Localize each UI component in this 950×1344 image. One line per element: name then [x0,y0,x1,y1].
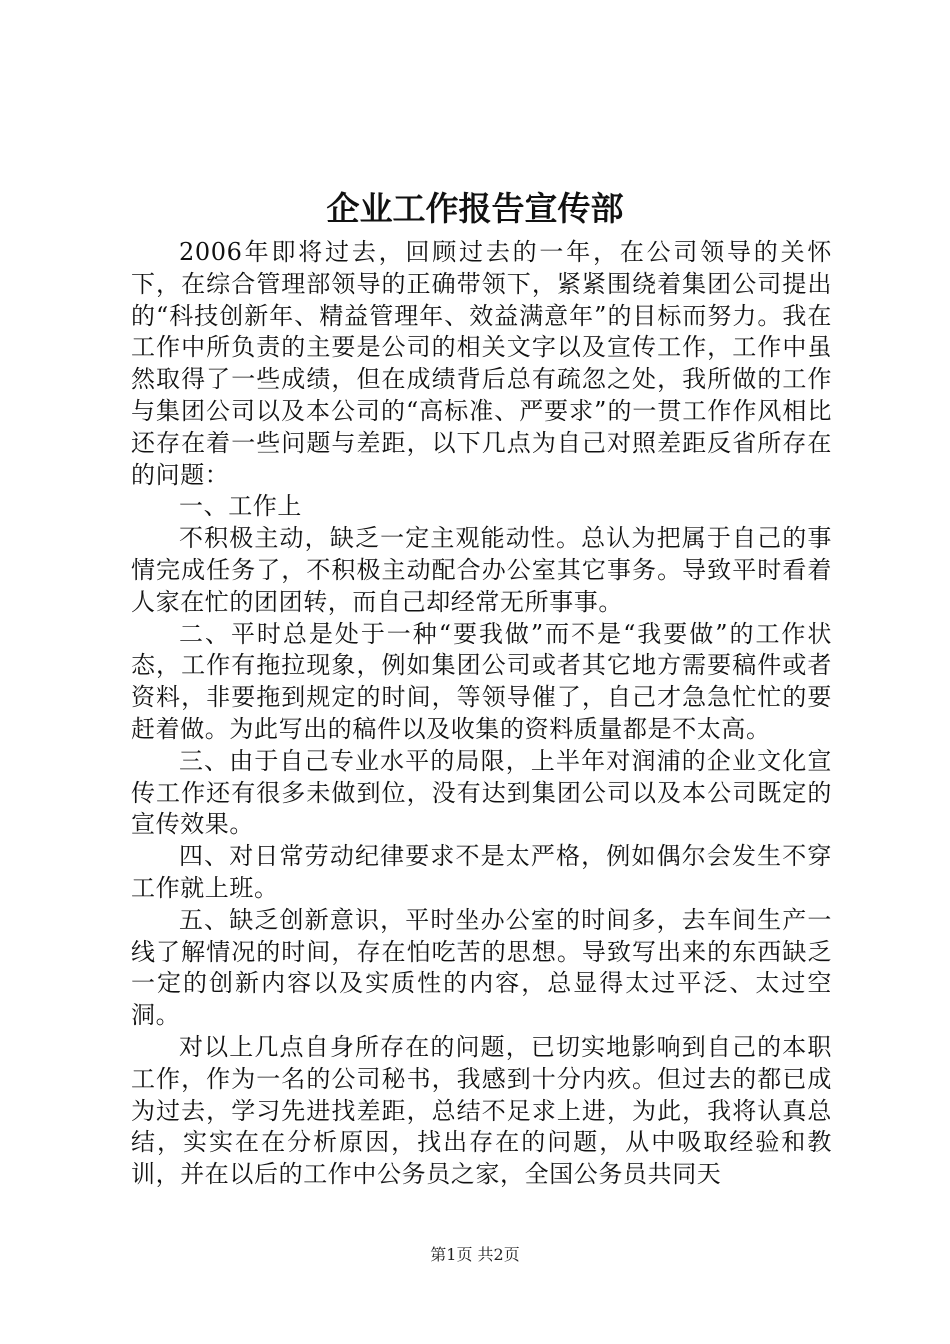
paragraph-conclusion: 对以上几点自身所存在的问题，已切实地影响到自己的本职工作，作为一名的公司秘书，我感到十分内疚。但过去的都已成为过去，学习先进找差距，总结不足求上进，为此，我将认真总结，实实在在分析原因，找出存在的问题，从中吸取经验和教训，并在以后的工作中公务员之家，全国公务员共同天 [131,1032,832,1189]
paragraph-innovation: 五、缺乏创新意识，平时坐办公室的时间多，去车间生产一线了解情况的时间，存在怕吃苦的思想。导致写出来的东西缺乏一定的创新内容以及实质性的内容，总显得太过平泛、太过空洞。 [131,905,832,1030]
paragraph-intro: 2006年即将过去，回顾过去的一年，在公司领导的关怀下，在综合管理部领导的正确带领下，紧紧围绕着集团公司提出的“科技创新年、精益管理年、效益满意年”的目标而努力。我在工作中所负责的主要是公司的相关文字以及宣传工作，工作中虽然取得了一些成绩，但在成绩背后总有疏忽之处，我所做的工作与集团公司以及本公司的“高标准、严要求”的一贯工作作风相比还存在着一些问题与差距，以下几点为自己对照差距反省所存在的问题： [131,238,832,489]
paragraph-procrastination: 二、平时总是处于一种“要我做”而不是“我要做”的工作状态，工作有拖拉现象，例如集团公司或者其它地方需要稿件或者资料，非要拖到规定的时间，等领导催了，自己才急急忙忙的要赶着做。为此写出的稿件以及收集的资料质量都是不太高。 [131,619,832,743]
paragraph-skill-limits: 三、由于自己专业水平的局限，上半年对润浦的企业文化宣传工作还有很多未做到位，没有达到集团公司以及本公司既定的宣传效果。 [131,746,832,839]
document-body [131,237,832,1191]
paragraph-initiative: 不积极主动，缺乏一定主观能动性。总认为把属于自己的事情完成任务了，不积极主动配合办公室其它事务。导致平时看着人家在忙的团团转，而自己却经常无所事事。 [131,524,832,616]
paragraph-discipline: 四、对日常劳动纪律要求不是太严格，例如偶尔会发生不穿工作就上班。 [131,842,832,902]
paragraph-heading-work: 一、工作上 [179,492,302,521]
document-title: 企业工作报告宣传部 [326,189,624,228]
page-footer: 第1页 共2页 [430,1245,520,1264]
